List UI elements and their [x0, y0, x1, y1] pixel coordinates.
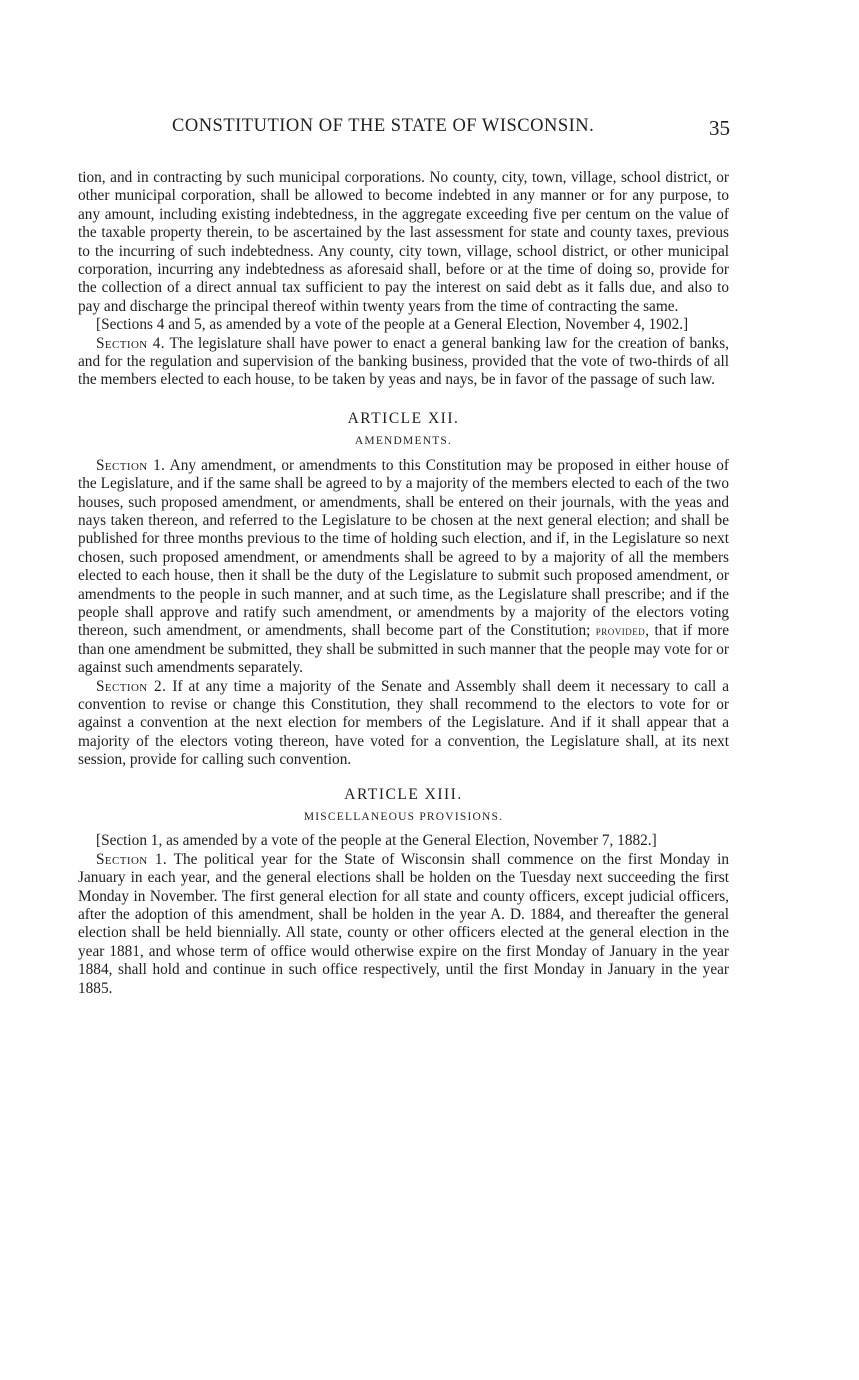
page-header [80, 114, 730, 144]
page-body [78, 169, 729, 998]
article-12-title: ARTICLE XII. [347, 409, 460, 427]
article-13-section-1 [78, 851, 729, 998]
continuation-paragraph: tion, and in contracting by such municipal corporations. No county, city, town, village, school district, or other municipal corporation, shall be allowed to become indebted in any manner or for any purpose, to any amount, including existing indebtedness, in the aggregate exceeding five per centum on the value of the taxable property therein, to be ascertained by the last assessment for state and county taxes, previous to the incurring of such indebtedness. Any county, city town, village, school district, or other municipal corporation, incurring any indebtedness as aforesaid shall, before or at the time of doing so, provide for the collection of a direct annual tax sufficient to pay the interest on said debt as it falls due, and also to pay and discharge the principal thereof within twenty years from the time of contracting the same. [78, 169, 729, 315]
provided-keyword: provided [595, 623, 646, 639]
section-4-text: The legislature shall have power to enact a general banking law for the creation of banks, and for the regulation and supervision of the banking business, provided that the vote of two-thirds of all the members elected to each house, to be taken by yeas and nays, be in favor of the passage of such law. [78, 334, 729, 389]
amendment-note-article-13: [Section 1, as amended by a vote of the people at the General Election, November 7, 1882.] [96, 832, 657, 850]
article-12-section-2-label: Section 2. [96, 677, 167, 695]
running-title: CONSTITUTION OF THE STATE OF WISCONSIN. [172, 116, 595, 136]
article-12-subtitle: AMENDMENTS. [354, 435, 453, 448]
amendment-note-sections-4-5: [Sections 4 and 5, as amended by a vote of the people at a General Election, November 4, 1902.] [96, 316, 689, 334]
article-13-section-1-text: The political year for the State of Wisconsin shall commence on the first Monday in January in each year, and the general elections shall be holden on the Tuesday next succeeding the first Monday in November. The first general election for all state and county officers, except judicial officers, after the adoption of this amendment, shall be holden in the year A. D. 1884, and thereafter the general election shall be held biennially. All state, county or other officers elected at the general election in the year 1881, and whose term of office would otherwise expire on the first Monday of January in the year 1884, shall hold and continue in such office respectively, until the first Monday in January in the year 1885. [78, 850, 729, 997]
section-4-paragraph [78, 335, 729, 390]
article-12-section-1 [78, 457, 729, 678]
article-13-title: ARTICLE XIII. [344, 785, 463, 803]
article-12-section-2-text: If at any time a majority of the Senate and Assembly shall deem it necessary to call a convention to revise or change this Constitution, they shall recommend to the electors to vote for or against a convention at the next election for members of the Legislature. And if it shall appear that a majority of the electors voting thereon, have voted for a convention, the Legislature shall, at its next session, provide for calling such convention. [78, 677, 729, 769]
article-12-section-2 [78, 678, 729, 770]
page-number: 35 [709, 116, 730, 140]
article-12-section-1-text-b: , that if more than one amendment be submitted, they shall be submitted in such manner that the people may vote for or against such amendments separately. [78, 622, 729, 677]
article-13-subtitle: MISCELLANEOUS PROVISIONS. [303, 811, 504, 823]
article-13-section-1-label: Section 1. [96, 850, 168, 868]
article-12-section-1-text-a: Any amendment, or amendments to this Constitution may be proposed in either house of the Legislature, and if the same shall be agreed to by a majority of the members elected to each of the two houses, such proposed amendment, or amendments, shall be entered on their journals, with the yeas and nays taken thereon, and referred to the Legislature to be chosen at the next general election; and shall be published for three months previous to the time of holding such election, and if, in the Legislature so next chosen, such proposed amendment, or amendments shall be agreed to by a majority of all the members elected to each house, then it shall be the duty of the Legislature to submit such proposed amendment, or amendments to the people in such manner, and at such time, as the Legislature shall prescribe; and if the people shall approve and ratify such amendment, or amendments by a majority of the electors voting thereon, such amendment, or amendments, shall become part of the Constitution; [78, 456, 730, 640]
article-12-section-1-label: Section 1. [96, 456, 166, 474]
section-4-label: Section 4. [96, 334, 166, 352]
